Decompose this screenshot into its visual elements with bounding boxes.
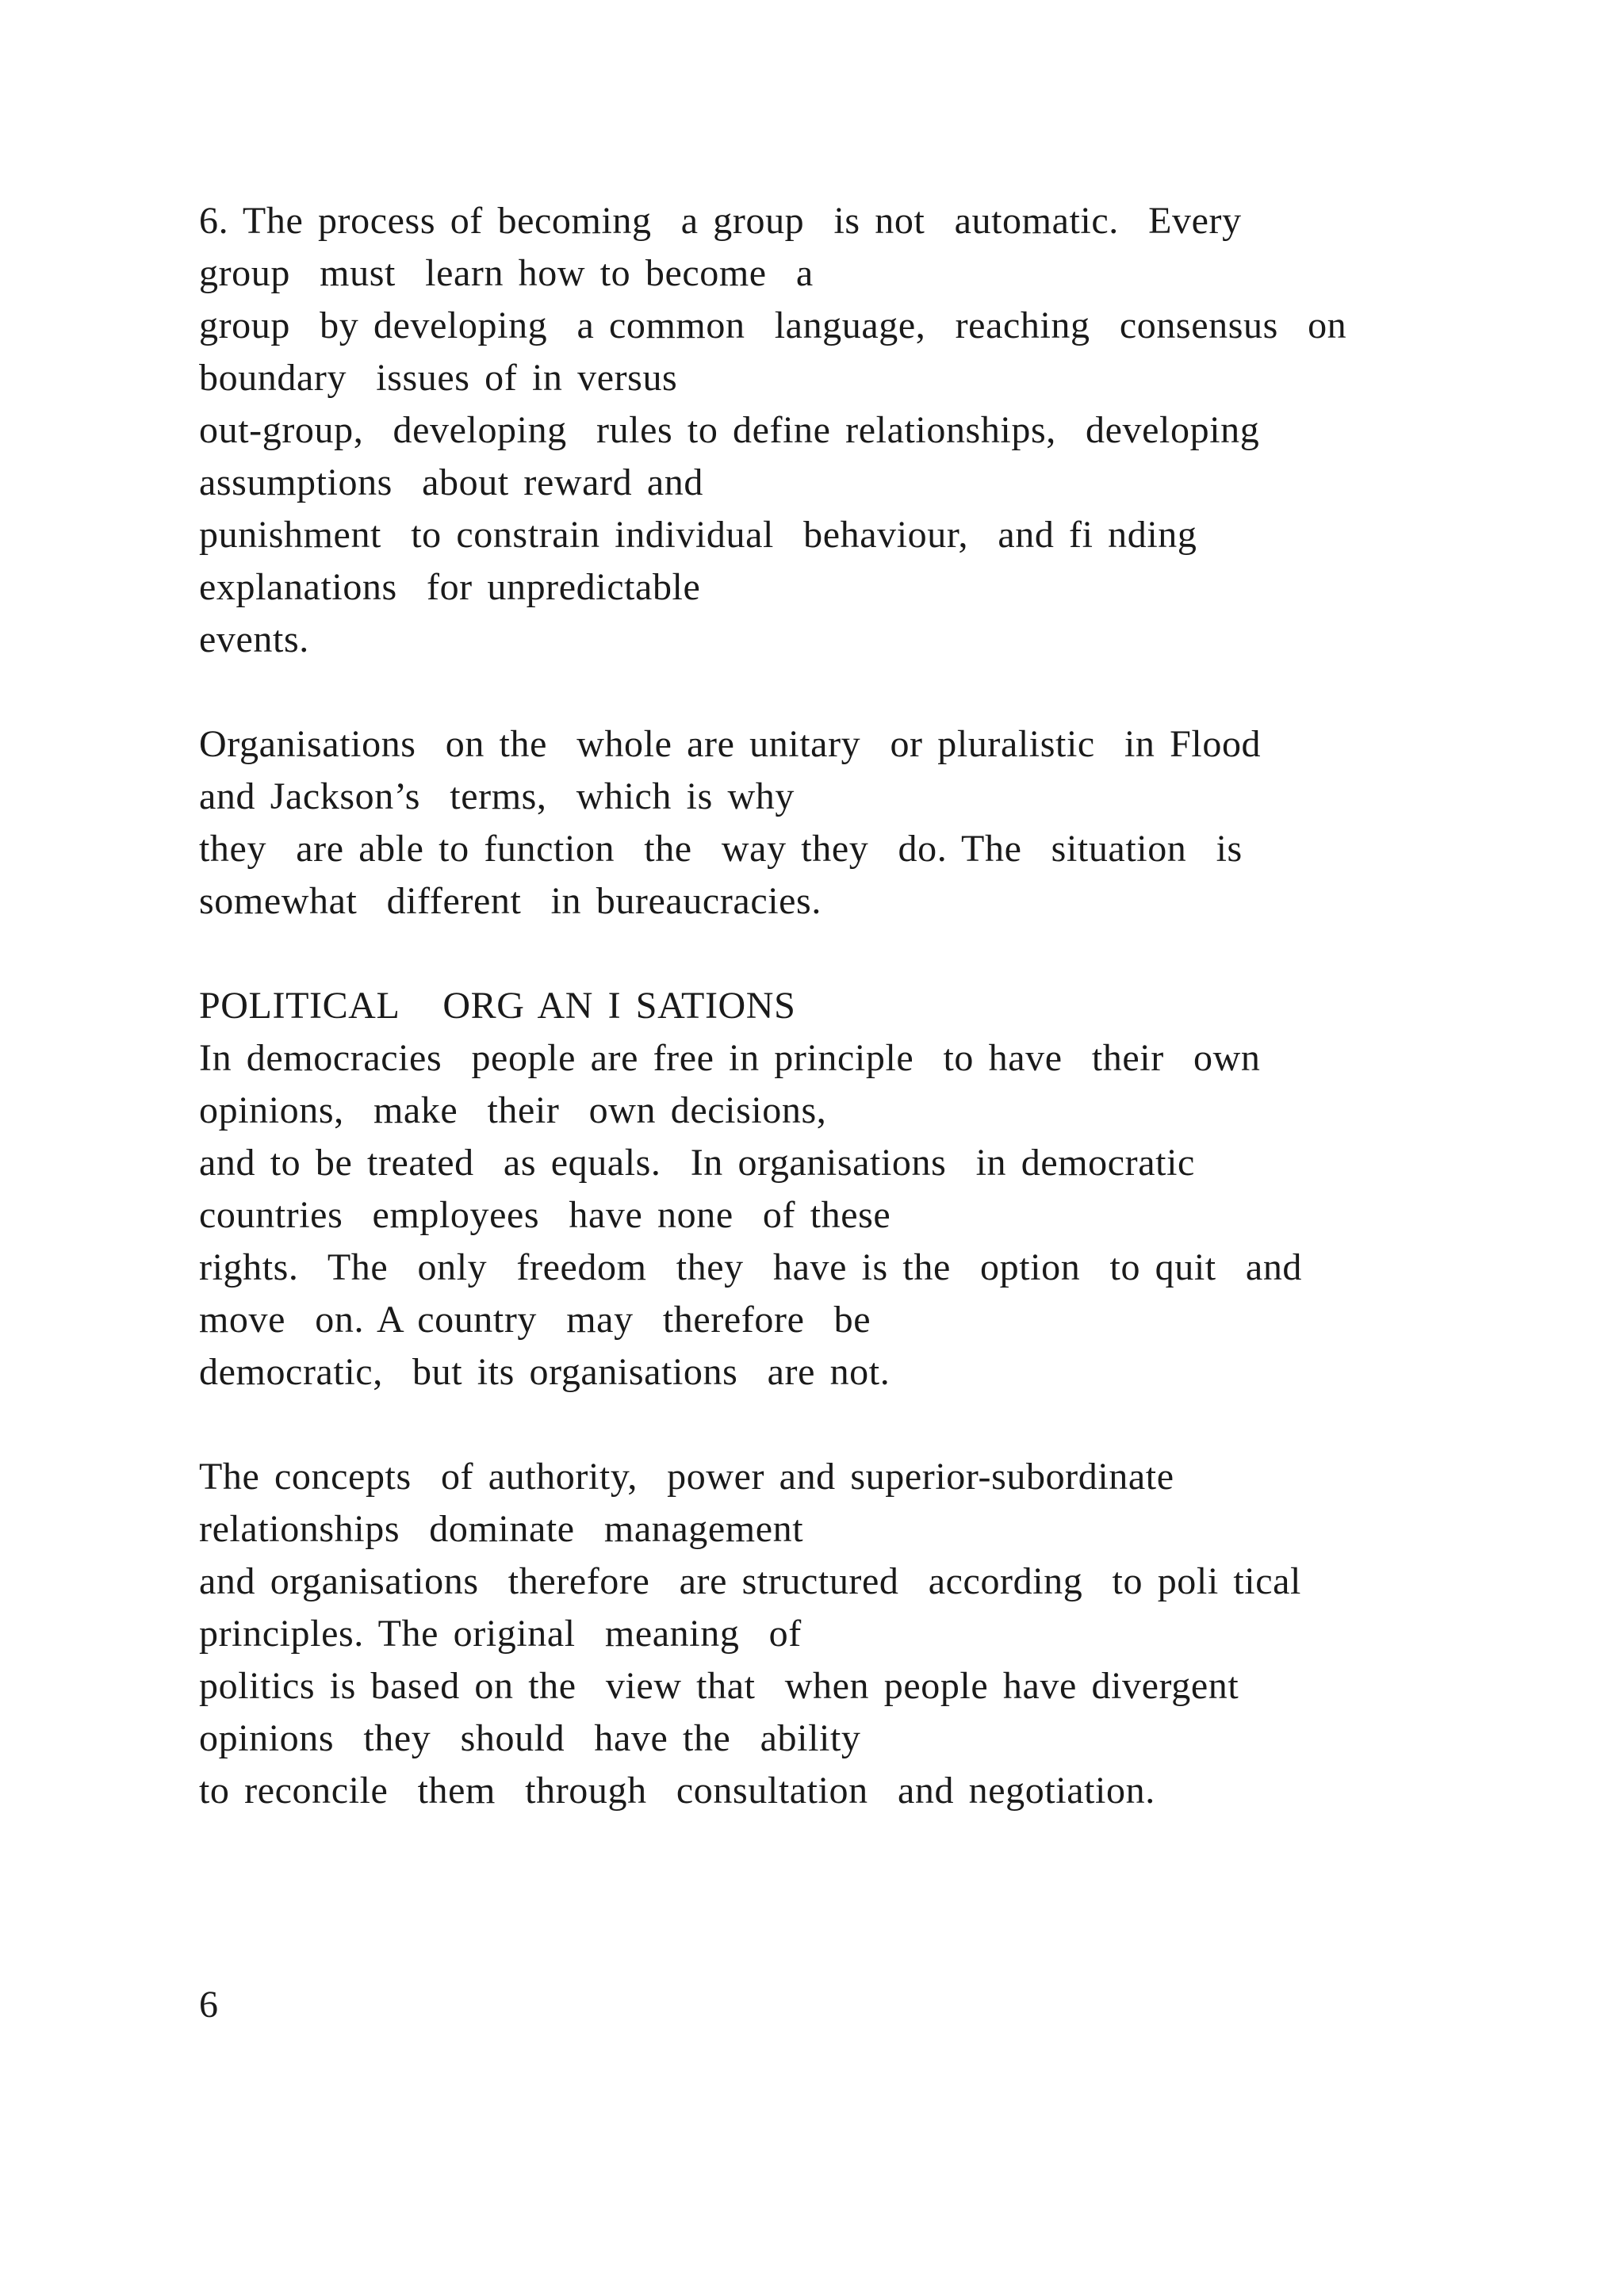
paragraph-group-formation (199, 195, 1563, 666)
text-line: somewhat different in bureaucracies. (199, 880, 822, 922)
section-political-organisations (199, 980, 1563, 1399)
text-line: democratic, but its organisations are not. (199, 1351, 891, 1393)
text-line: out-group, developing rules to define relationships, developing (199, 409, 1260, 451)
text-line: move on. A country may therefore be (199, 1299, 871, 1341)
text-line: opinions they should have the ability (199, 1717, 861, 1759)
text-line: rights. The only freedom they have is the option to quit and (199, 1246, 1303, 1288)
paragraph-authority-power (199, 1451, 1563, 1817)
section-heading: POLITICAL ORG AN I SATIONS (199, 985, 796, 1027)
text-line: to reconcile them through consultation and negotiation. (199, 1770, 1155, 1812)
paragraph-unitary-pluralistic (199, 718, 1563, 928)
paragraph-spacer (199, 928, 1563, 980)
text-line: politics is based on the view that when people have divergent (199, 1665, 1239, 1707)
text-line: they are able to function the way they do. The situation is (199, 828, 1243, 870)
text-line: In democracies people are free in principle to have their own (199, 1037, 1261, 1079)
text-line: group by developing a common language, reaching consensus on (199, 304, 1347, 346)
text-line: and organisations therefore are structured according to poli tical (199, 1560, 1301, 1602)
text-line: and to be treated as equals. In organisations in democratic (199, 1142, 1195, 1184)
text-line: relationships dominate management (199, 1508, 804, 1550)
text-line: events. (199, 618, 309, 660)
text-line: opinions, make their own decisions, (199, 1089, 827, 1131)
text-line: 6. The process of becoming a group is not automatic. Every (199, 200, 1242, 242)
text-line: assumptions about reward and (199, 461, 703, 503)
paragraph-spacer (199, 1399, 1563, 1451)
document-body (199, 195, 1563, 1817)
text-line: countries employees have none of these (199, 1194, 891, 1236)
text-line: explanations for unpredictable (199, 566, 701, 608)
text-line: punishment to constrain individual behaviour, and fi nding (199, 514, 1197, 556)
text-line: The concepts of authority, power and superior-subordinate (199, 1456, 1174, 1498)
text-line: boundary issues of in versus (199, 357, 678, 399)
page-number: 6 (199, 1984, 218, 2026)
text-line: group must learn how to become a (199, 252, 814, 294)
text-line: and Jackson’s terms, which is why (199, 775, 795, 817)
text-line: Organisations on the whole are unitary or pluralistic in Flood (199, 723, 1262, 765)
text-line: principles. The original meaning of (199, 1613, 802, 1655)
paragraph-spacer (199, 666, 1563, 718)
